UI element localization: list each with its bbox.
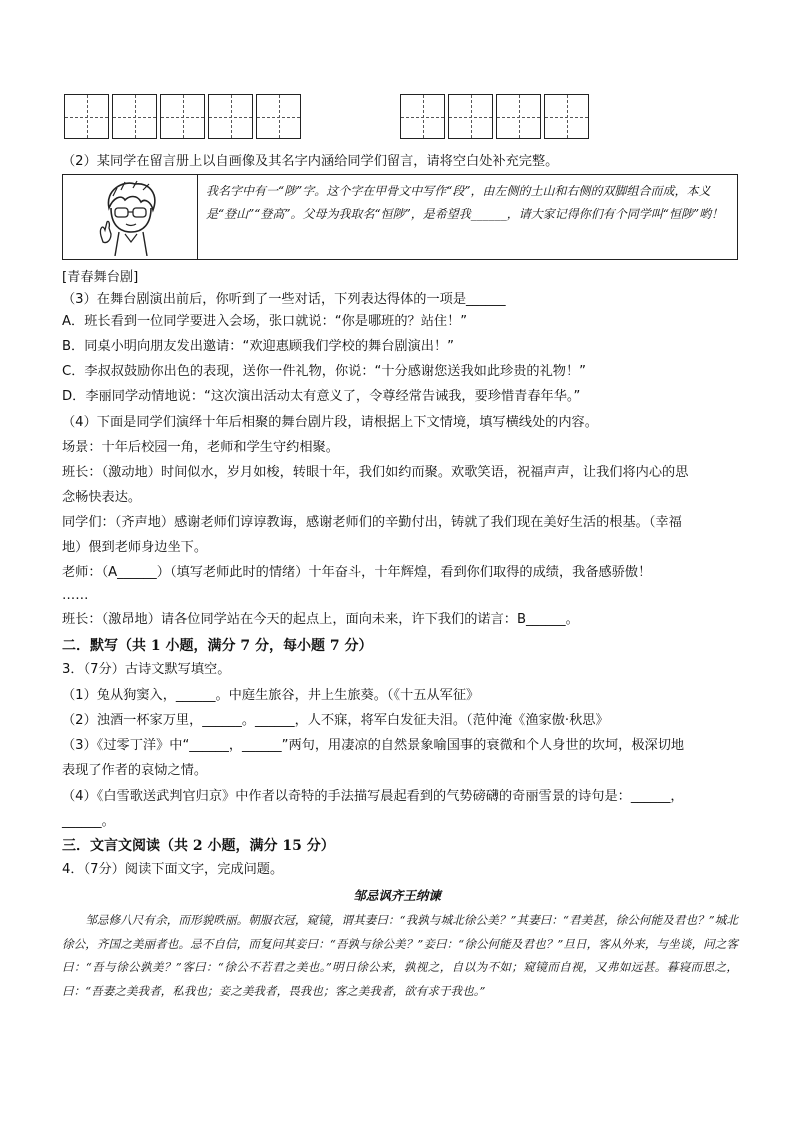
grid-cell[interactable] xyxy=(544,94,589,139)
grid-cell[interactable] xyxy=(256,94,301,139)
poem-fill-3-cont: 表现了作者的哀恸之情。 xyxy=(62,763,208,778)
q4-students-line-cont: 地）偎到老师身边坐下。 xyxy=(62,540,208,555)
poem-fill-3[interactable]: （3）《过零丁洋》中“______，______”两句，用凄凉的自然景象喻国事的衰微和个人身世的坎坷，极深切地 xyxy=(62,738,685,753)
guestbook-box xyxy=(62,174,738,260)
q4-scene: 场景：十年后校园一角，老师和学生守约相聚。 xyxy=(62,440,339,455)
q3-option-b[interactable]: B．同桌小明向朋友发出邀请：“欢迎惠顾我们学校的舞台剧演出！” xyxy=(62,339,454,354)
q4-prompt: （4）下面是同学们演绎十年后相聚的舞台剧片段，请根据上下文情境，填写横线处的内容。 xyxy=(62,415,598,430)
grid-cell[interactable] xyxy=(496,94,541,139)
q3-poem-title: 3．（7分）古诗文默写填空。 xyxy=(62,662,231,677)
q4-monitor-line1-cont: 念畅快表达。 xyxy=(62,490,142,505)
grid-cell[interactable] xyxy=(160,94,205,139)
passage-title: 邹忌讽齐王纳谏 xyxy=(353,888,441,903)
grid-cell[interactable] xyxy=(448,94,493,139)
q4-students-line: 同学们：（齐声地）感谢老师们谆谆教诲，感谢老师们的辛勤付出，铸就了我们现在美好生活的根基。（幸福 xyxy=(62,515,682,530)
classical-passage: 邹忌修八尺有余，而形貌昳丽。朝服衣冠，窥镜，谓其妻曰：“我孰与城北徐公美？”其妻曰：“君美甚，徐公何能及君也？”城北徐公，齐国之美丽者也。忌不自信，而复问其妾曰：“吾孰与徐公美？”妾曰：“徐公何能及君也？”旦日，客从外来，与坐谈，问之客曰：“吾与徐公孰美？”客曰：“徐公不若君之美也。”明日徐公来，孰视之，自以为不如；窥镜而自视，又弗如远甚。暮寝而思之，曰：“吾妻之美我者，私我也；妾之美我者，畏我也；客之美我者，欲有求于我也。” xyxy=(62,913,738,998)
q3-option-d[interactable]: D．李丽同学动情地说：“这次演出活动太有意义了，令尊经常告诫我，要珍惜青春年华。” xyxy=(62,389,581,404)
grid-cell[interactable] xyxy=(64,94,109,139)
grid-cell[interactable] xyxy=(112,94,157,139)
q4-monitor-line1: 班长：（激动地）时间似水，岁月如梭，转眼十年，我们如约而聚。欢歌笑语，祝福声声，让我们将内心的思 xyxy=(62,465,689,480)
section-youth-stage: [青春舞台剧] xyxy=(62,270,139,285)
q3-prompt: （3）在舞台剧演出前后，你听到了一些对话，下列表达得体的一项是______ xyxy=(62,292,506,307)
guestbook-message: 我名字中有一“陟”字。这个字在甲骨文中写作“段”，由左侧的土山和右侧的双脚组合而成，本义是“登山”“登高”。父母为我取名“恒陟”，是希望我______，请大家记得你们有个同学叫“恒陟”哟！ xyxy=(206,184,724,221)
q3-option-c[interactable]: C．李叔叔鼓励你出色的表现，送你一件礼物，你说：“十分感谢您送我如此珍贵的礼物！” xyxy=(62,364,586,379)
q2-prompt: （2）某同学在留言册上以自画像及其名字内涵给同学们留言，请将空白处补充完整。 xyxy=(62,154,559,169)
writing-grid-left[interactable] xyxy=(64,94,304,140)
poem-fill-4-cont[interactable]: ______。 xyxy=(62,814,115,829)
poem-fill-1[interactable]: （1）兔从狗窦入，______。中庭生旅谷，井上生旅葵。（《十五从军征》 xyxy=(62,688,480,703)
poem-fill-4[interactable]: （4）《白雪歌送武判官归京》中作者以奇特的手法描写晨起看到的气势磅礴的奇丽雪景的诗句是：______， xyxy=(62,789,684,804)
section2-heading: 二．默写（共 1 小题，满分 7 分，每小题 7 分） xyxy=(62,638,373,654)
writing-grid-right[interactable] xyxy=(400,94,592,140)
q4-ellipsis: …… xyxy=(62,588,89,603)
q3-option-a[interactable]: A．班长看到一位同学要进入会场，张口就说：“你是哪班的？站住！” xyxy=(62,314,468,329)
self-portrait-image xyxy=(63,175,198,259)
section3-heading: 三．文言文阅读（共 2 小题，满分 15 分） xyxy=(62,838,335,854)
q4-monitor-line2[interactable]: 班长：（激昂地）请各位同学站在今天的起点上，面向未来，许下我们的诺言：B______。 xyxy=(62,612,579,627)
grid-cell[interactable] xyxy=(208,94,253,139)
cartoon-avatar-icon xyxy=(95,178,165,256)
poem-fill-2[interactable]: （2）浊酒一杯家万里，______。______，人不寐，将军白发征夫泪。（范仲淹《渔家傲·秋思》 xyxy=(62,713,609,728)
q4-reading-title: 4．（7分）阅读下面文字，完成问题。 xyxy=(62,862,284,877)
grid-cell[interactable] xyxy=(400,94,445,139)
q4-teacher-line[interactable]: 老师：（A______）（填写老师此时的情绪）十年奋斗，十年辉煌，看到你们取得的成绩，我备感骄傲！ xyxy=(62,565,652,580)
